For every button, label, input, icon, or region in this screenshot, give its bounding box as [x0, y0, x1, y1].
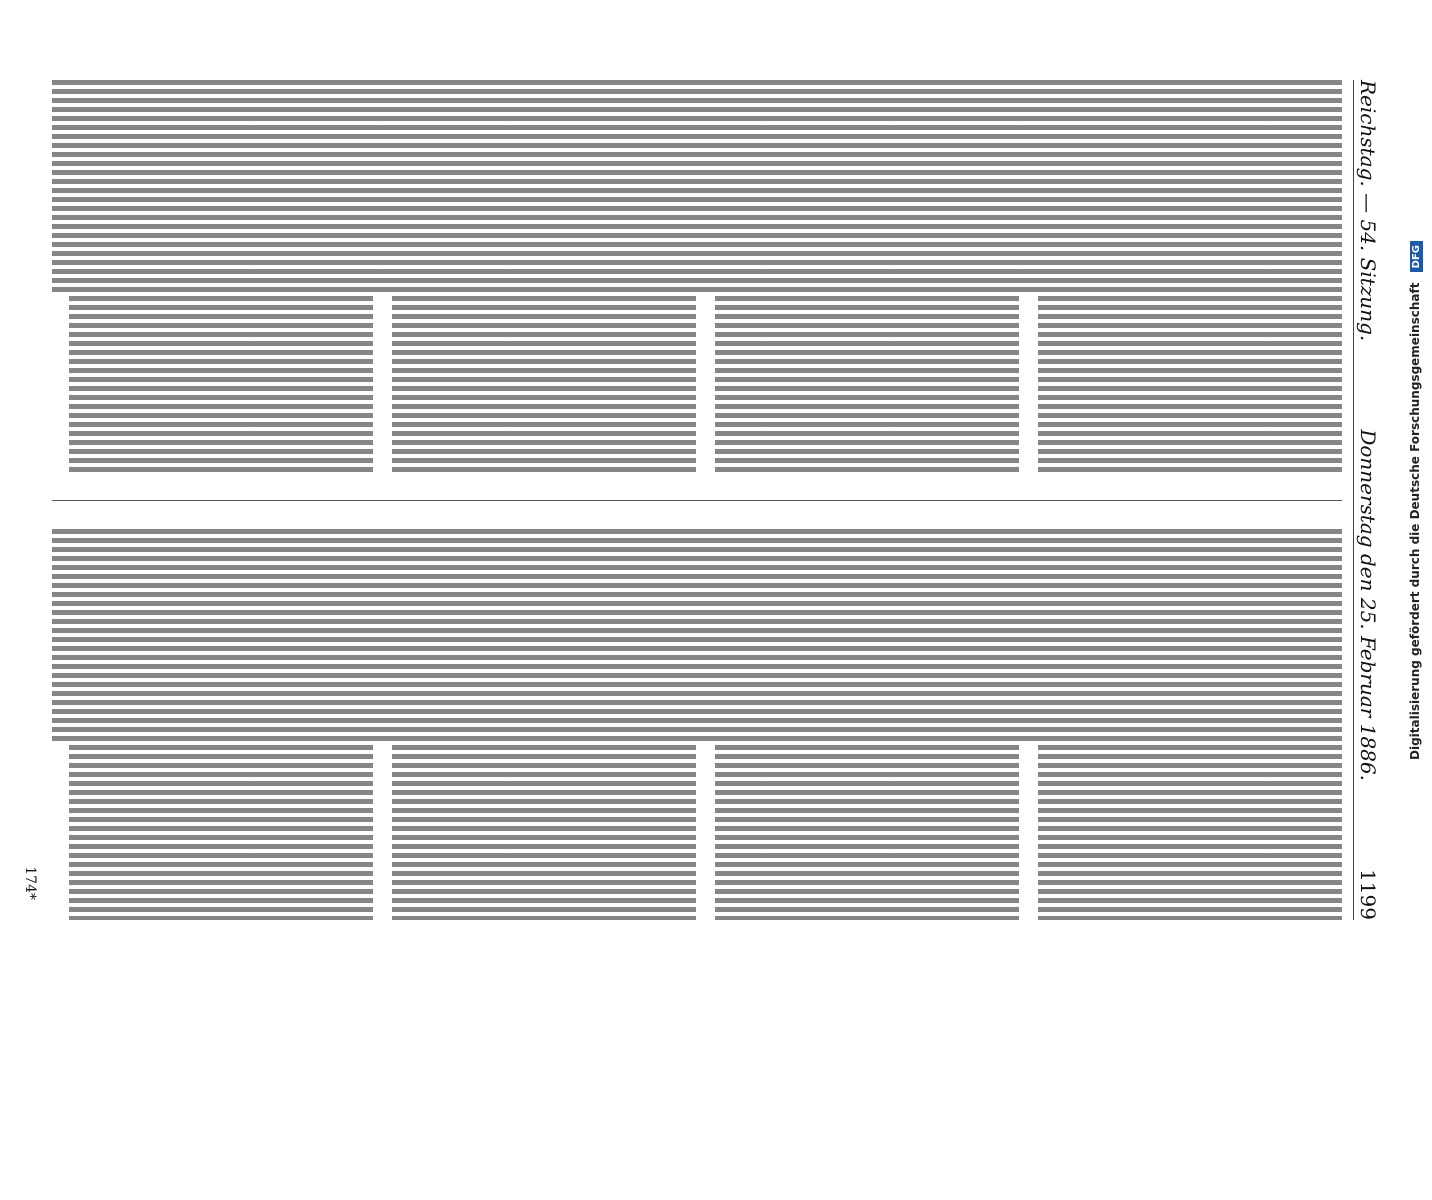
text-line [715, 80, 734, 472]
text-line [259, 80, 278, 472]
page-number: 1199 [1356, 869, 1380, 920]
text-line [1019, 80, 1038, 295]
text-line [772, 529, 791, 921]
text-line [487, 529, 506, 921]
text-line [639, 80, 658, 472]
text-line [1171, 529, 1190, 921]
text-line [1038, 529, 1057, 921]
text-line [411, 529, 430, 921]
text-line [658, 80, 677, 472]
text-line [544, 529, 563, 921]
text-line [1285, 529, 1304, 921]
text-line [1209, 80, 1228, 472]
text-line [354, 80, 373, 472]
text-line [145, 529, 164, 921]
text-line [962, 80, 981, 472]
text-line [145, 80, 164, 472]
text-line [126, 80, 145, 472]
text-line [107, 529, 126, 921]
text-line [202, 529, 221, 921]
text-line [1266, 529, 1285, 921]
text-line [506, 80, 525, 472]
text-line [164, 529, 183, 921]
text-line [69, 80, 88, 472]
running-head-left: Reichstag. — 54. Sitzung. [1356, 80, 1380, 342]
page-header [1353, 80, 1382, 920]
text-line [335, 529, 354, 921]
text-line [867, 529, 886, 921]
text-line [1171, 80, 1190, 472]
text-line [430, 80, 449, 472]
text-line [1209, 529, 1228, 921]
text-line [1247, 80, 1266, 472]
text-line [1190, 80, 1209, 472]
text-line [259, 529, 278, 921]
text-line [848, 529, 867, 921]
text-line [1057, 80, 1076, 472]
text-line [316, 529, 335, 921]
text-line [924, 529, 943, 921]
text-line [981, 80, 1000, 472]
text-line [582, 529, 601, 921]
text-line [525, 529, 544, 921]
text-line [1323, 529, 1342, 921]
text-line [829, 529, 848, 921]
text-line [278, 80, 297, 472]
text-line [715, 529, 734, 921]
text-line [1000, 80, 1019, 472]
text-line [183, 80, 202, 472]
text-line [1095, 529, 1114, 921]
text-line [69, 529, 88, 921]
text-line [620, 80, 639, 472]
text-line [943, 529, 962, 921]
text-line [1076, 529, 1095, 921]
text-line [1152, 529, 1171, 921]
text-line [392, 529, 411, 921]
text-line [52, 80, 69, 295]
text-line [886, 529, 905, 921]
text-line [753, 80, 772, 472]
running-head-center: Donnerstag den 25. Februar 1886. [1356, 429, 1380, 781]
text-line [601, 80, 620, 472]
text-line [1133, 529, 1152, 921]
text-line [924, 80, 943, 472]
text-line [601, 529, 620, 921]
text-line [791, 529, 810, 921]
text-line [563, 529, 582, 921]
text-line [1095, 80, 1114, 472]
text-line [52, 529, 69, 744]
text-line [1152, 80, 1171, 472]
text-line [240, 80, 259, 472]
text-line [1000, 529, 1019, 921]
text-line [620, 529, 639, 921]
text-line [1323, 80, 1342, 472]
text-line [164, 80, 183, 472]
text-line [126, 529, 145, 921]
text-line [1304, 80, 1323, 472]
text-line [734, 80, 753, 472]
text-line [430, 529, 449, 921]
text-line [468, 80, 487, 472]
text-line [1285, 80, 1304, 472]
text-line [848, 80, 867, 472]
text-line [1019, 529, 1038, 744]
text-line [544, 80, 563, 472]
text-columns [52, 80, 1342, 920]
text-line [202, 80, 221, 472]
text-line [1114, 80, 1133, 472]
text-line [1057, 529, 1076, 921]
text-line [734, 529, 753, 921]
right-column [52, 529, 1342, 921]
text-line [1228, 529, 1247, 921]
text-line [1038, 80, 1057, 472]
text-line [791, 80, 810, 472]
text-line [316, 80, 335, 472]
text-line [772, 80, 791, 472]
text-line [582, 80, 601, 472]
text-line [88, 80, 107, 472]
digitization-credit [1402, 0, 1428, 1000]
text-line [392, 80, 411, 472]
text-line [1228, 80, 1247, 472]
text-line [696, 80, 715, 295]
text-line [1114, 529, 1133, 921]
text-line [487, 80, 506, 472]
text-line [1304, 529, 1323, 921]
signature-mark: 174* [22, 866, 38, 900]
text-line [88, 529, 107, 921]
text-line [449, 529, 468, 921]
text-line [411, 80, 430, 472]
text-line [962, 529, 981, 921]
page-content [12, 20, 1412, 980]
text-line [886, 80, 905, 472]
text-line [639, 529, 658, 921]
text-line [696, 529, 715, 744]
text-line [506, 529, 525, 921]
text-line [240, 529, 259, 921]
text-line [981, 529, 1000, 921]
text-line [677, 529, 696, 921]
text-line [468, 529, 487, 921]
text-line [1076, 80, 1095, 472]
text-line [810, 80, 829, 472]
dfg-logo: DFG [1410, 241, 1423, 272]
text-line [753, 529, 772, 921]
credit-text: Digitalisierung gefördert durch die Deutsche Forschungsgemeinschaft [1407, 282, 1422, 760]
text-line [221, 529, 240, 921]
text-line [905, 529, 924, 921]
left-column [52, 80, 1342, 472]
text-line [297, 529, 316, 921]
text-line [1190, 529, 1209, 921]
text-line [221, 80, 240, 472]
text-line [335, 80, 354, 472]
text-line [563, 80, 582, 472]
text-line [107, 80, 126, 472]
text-line [658, 529, 677, 921]
text-line [1266, 80, 1285, 472]
text-line [183, 529, 202, 921]
text-line [943, 80, 962, 472]
text-line [905, 80, 924, 472]
text-line [373, 80, 392, 295]
text-line [867, 80, 886, 472]
text-line [1133, 80, 1152, 472]
text-line [829, 80, 848, 472]
text-line [297, 80, 316, 472]
text-line [1247, 529, 1266, 921]
text-line [449, 80, 468, 472]
text-line [278, 529, 297, 921]
text-line [525, 80, 544, 472]
text-line [810, 529, 829, 921]
text-line [677, 80, 696, 472]
text-line [354, 529, 373, 921]
column-divider [52, 500, 1342, 501]
text-line [373, 529, 392, 744]
scanned-page [22, 0, 1380, 1200]
